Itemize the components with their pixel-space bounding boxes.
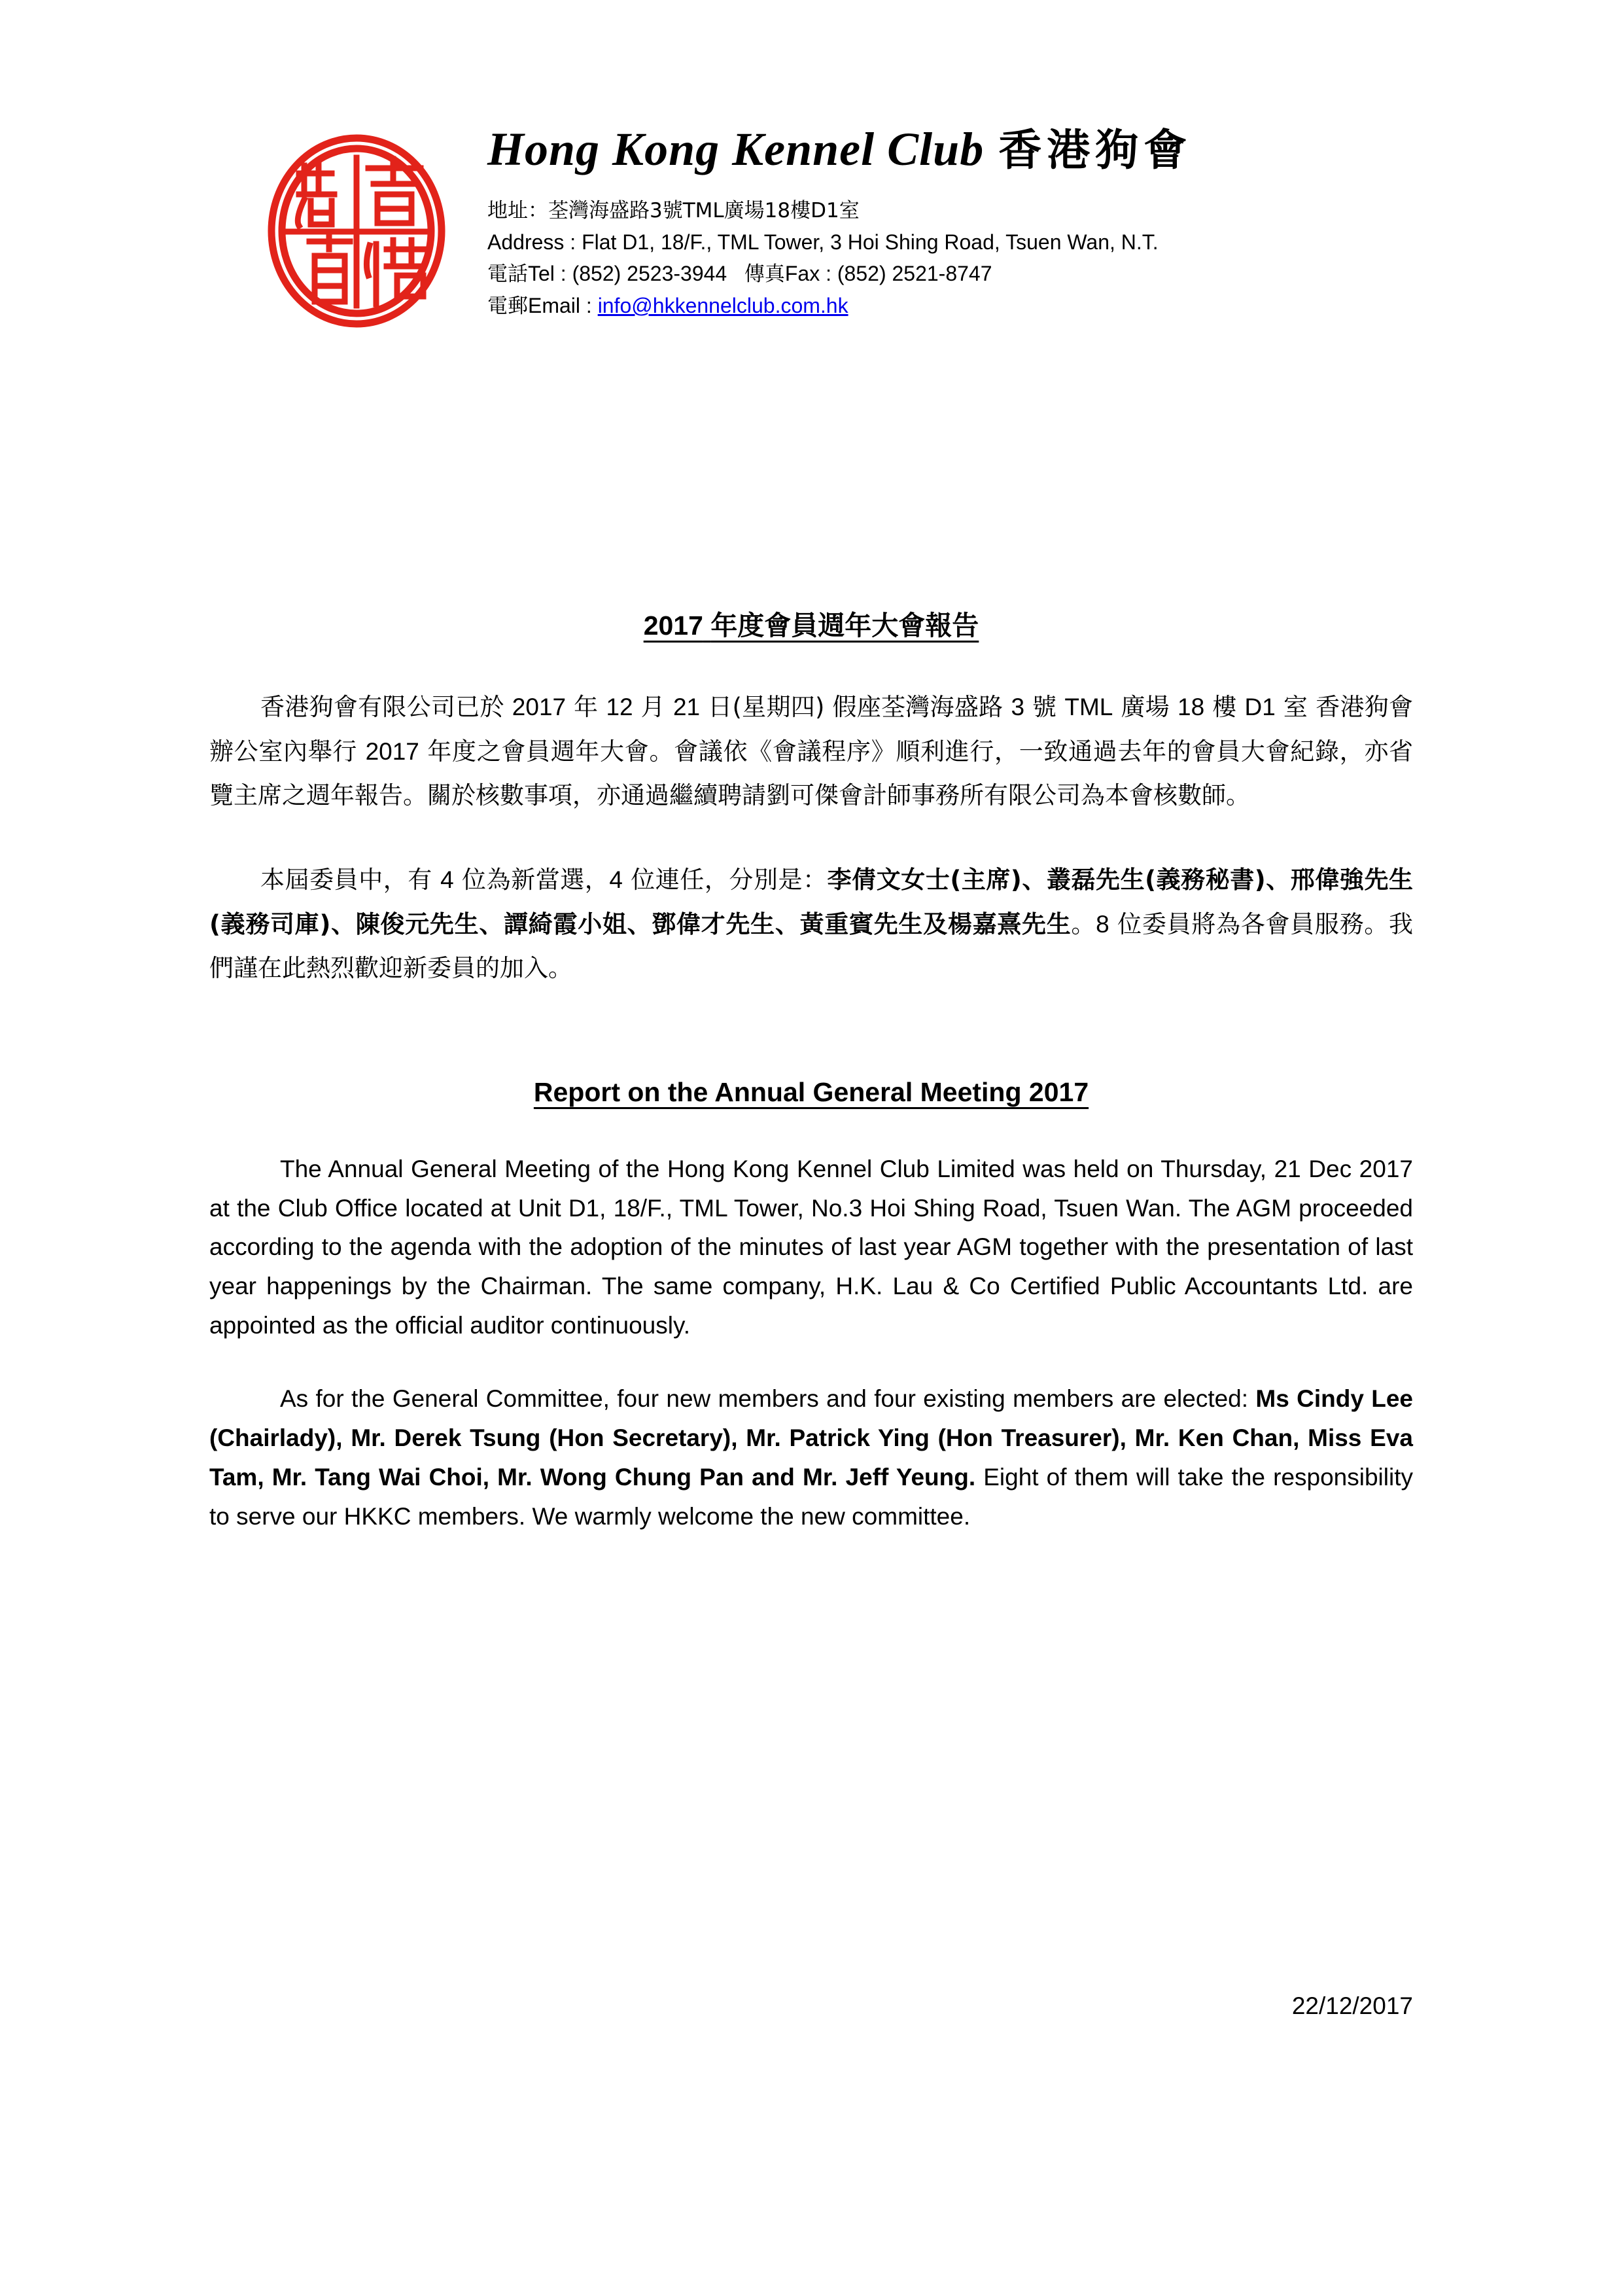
spacer-cn-en-sections bbox=[209, 997, 1413, 1075]
email-label-en: Email : bbox=[528, 294, 598, 318]
cn-p1-s6: 21 bbox=[672, 694, 701, 721]
cn-p1-s3: 年 bbox=[566, 693, 606, 722]
english-report-title bbox=[209, 1075, 1413, 1110]
address-cn: 地址：荃灣海盛路3號TML廣場18樓D1室 bbox=[487, 198, 860, 222]
fax-label-cn: 傳真 bbox=[744, 262, 785, 287]
hkkc-red-seal-icon bbox=[258, 121, 455, 337]
tel-fax-spacer bbox=[727, 262, 744, 285]
tel-fax-line bbox=[487, 258, 1410, 290]
document-body bbox=[209, 609, 1414, 2019]
address-en-line bbox=[487, 226, 1410, 258]
tel-label-cn: 電話 bbox=[487, 262, 528, 287]
letterhead-text bbox=[455, 121, 1410, 323]
cn-p2-s6: 。 bbox=[1071, 910, 1096, 938]
cn-p1-s16: 2017 bbox=[365, 737, 419, 765]
cn-p1-s2: 2017 bbox=[512, 694, 567, 721]
address-cn-line bbox=[487, 194, 1410, 226]
club-name bbox=[487, 125, 1410, 175]
cn-p2-s8: 位委員將為各會員服務。我們謹在此熱烈歡迎新委員的加入。 bbox=[209, 910, 1413, 982]
cn-p1-s4: 12 bbox=[606, 694, 633, 721]
cn-p1-s11: 廣場 bbox=[1113, 693, 1178, 722]
cn-p1-s9: 號 bbox=[1024, 693, 1065, 722]
chinese-title-rest: 年度會員週年大會報告 bbox=[710, 610, 979, 641]
cn-p2-s3: 位為新當選， bbox=[453, 866, 610, 894]
email-link[interactable]: info@hkkennelclub.com.hk bbox=[597, 294, 848, 318]
club-name-en: Hong Kong Kennel Club bbox=[487, 123, 985, 175]
cn-p1-s5: 月 bbox=[633, 693, 673, 722]
chinese-paragraph-2 bbox=[209, 858, 1413, 990]
cn-p2-s4: 4 bbox=[609, 866, 623, 894]
spacer-cn-paragraphs bbox=[209, 824, 1413, 858]
chinese-paragraph-1 bbox=[209, 685, 1413, 817]
cn-p1-s1: 香港狗會有限公司已於 bbox=[260, 693, 512, 722]
club-name-cn: 香港狗會 bbox=[998, 125, 1193, 175]
english-title-text: Report on the Annual General Meeting 2017 bbox=[533, 1077, 1089, 1108]
spacer-en-paragraphs bbox=[209, 1345, 1413, 1379]
cn-p1-s12: 18 bbox=[1178, 694, 1205, 721]
cn-committee-names: 李倩文女士(主席)、叢磊先生(義務秘書)、邢偉強先生(義務司庫)、陳俊元先生、譚綺霞小姐、鄧偉才先生、黃重賓先生及楊嘉熹先生 bbox=[209, 866, 1413, 938]
en-p2-lead: As for the General Committee, four new members and four existing members are elected: bbox=[280, 1385, 1256, 1413]
email-label-cn: 電郵 bbox=[487, 294, 528, 319]
cn-p1-s17: 年度之會員週年大會。會議依《會議程序》順利進行，一致通過去年的會員大會紀錄，亦省覽主席之週年報告。關於核數事項，亦通過繼續聘請劉可傑會計師事務所有限公司為本會核數師。 bbox=[209, 737, 1414, 809]
document-date: 22/12/2017 bbox=[1291, 1992, 1413, 2019]
en-p2-tail: Eight of them will take the responsibility to serve our HKKC members. We warmly welcome the new committee. bbox=[209, 1464, 1413, 1530]
cn-p1-s13: 樓 bbox=[1204, 693, 1245, 722]
cn-p1-s15: 室 香港狗會辦公室內舉行 bbox=[209, 693, 1414, 766]
cn-p1-s10: TML bbox=[1064, 694, 1113, 721]
cn-p2-s2: 4 bbox=[440, 866, 454, 894]
address-en: Address : Flat D1, 18/F., TML Tower, 3 Hoi Shing Road, Tsuen Wan, N.T. bbox=[487, 230, 1159, 254]
en-committee-names: Ms Cindy Lee (Chairlady), Mr. Derek Tsung (Hon Secretary), Mr. Patrick Ying (Hon Treasurer), Mr. Ken Chan, Miss Eva Tam, Mr. Tang Wai Choi, Mr. Wong Chung Pan and Mr. Jeff Yeung. bbox=[209, 1385, 1414, 1491]
english-paragraph-1: The Annual General Meeting of the Hong Kong Kennel Club Limited was held on Thursday, 21 Dec 2017 at the Club Office located at Unit D1, 18/F., TML Tower, No.3 Hoi Shing Road, Tsuen Wan. The AGM proceeded according to the agenda with the adoption of the minutes of last year AGM together with the presentation of last year happenings by the Chairman. The same company, H.K. Lau & Co Certified Public Accountants Ltd. are appointed as the official auditor continuously. bbox=[209, 1155, 1413, 1339]
cn-p1-s7: 日(星期四) 假座荃灣海盛路 bbox=[700, 693, 1011, 722]
tel-number: Tel : (852) 2523-3944 bbox=[528, 262, 727, 286]
letterhead bbox=[258, 121, 1410, 337]
chinese-report-title bbox=[209, 609, 1413, 643]
cn-p1-s8: 3 bbox=[1011, 694, 1025, 721]
cn-p2-s1: 本屆委員中，有 bbox=[260, 866, 441, 894]
cn-p2-s5: 位連任，分別是： bbox=[622, 866, 828, 894]
email-line bbox=[487, 290, 1410, 322]
cn-p1-s14: D1 bbox=[1244, 694, 1276, 721]
fax-number: Fax : (852) 2521-8747 bbox=[784, 262, 992, 286]
chinese-title-year: 2017 bbox=[643, 610, 703, 641]
cn-p2-s7: 8 bbox=[1096, 910, 1109, 938]
english-paragraph-2 bbox=[209, 1379, 1413, 1536]
